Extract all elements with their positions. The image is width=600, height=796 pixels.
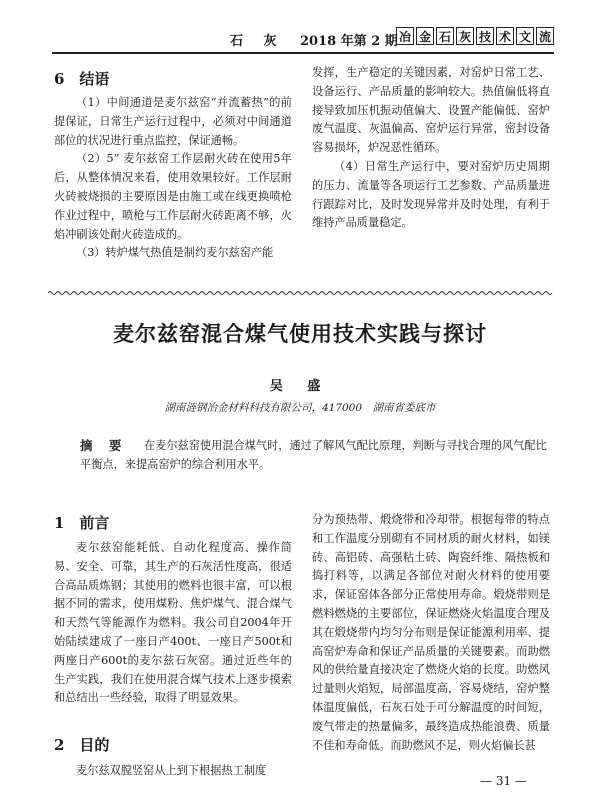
author-affiliation: 湖南涟钢冶金材料科技有限公司，417000 湖南省娄底市 <box>164 402 436 414</box>
abstract-label: 摘 要 <box>80 438 128 453</box>
column-title-char: 灰 <box>456 27 474 45</box>
section-6-heading: 6 结语 <box>54 70 110 88</box>
article-author: 吴 盛 <box>269 379 331 394</box>
issue-label: 2018 年第 2 期 <box>300 34 398 49</box>
prev-para-4: （4）日常生产运行中，要对窑炉历史周期的压力、流量等各项运行工艺参数、产品质量进行跟踪对比，及时发现异常并及时处理，有利于维持产品质量稳定。 <box>312 159 550 230</box>
column-title-char: 术 <box>496 27 514 45</box>
section-2-text: 麦尔兹双膛竖窑从上到下根据热工制度 <box>76 764 267 777</box>
right-column-text: 分为预热带、煅烧带和冷却带。根据每带的特点和工作温度分别砌有不同材质的耐火材料，如镁砖、高铝砖、高强粘土砖、陶瓷纤维、隔热板和捣打料等，以满足各部位对耐火材料的使用要求，保证窑体各部分正常使用寿命。煅烧带则是燃料燃烧的主要部位，保证燃烧火焰温度合理及其在煅烧带内均匀分布则是保证能源利用率、提高窑炉寿命和保证产品质量的关键要素。而助燃风的供给量直接决定了燃烧火焰的长度。助燃风过量则火焰短，局部温度高，容易烧结，窑炉整体温度偏低，石灰石处于可分解温度的时间短，废气带走的热量偏多，最终造成热能浪费、质量不佳和寿命低。而助燃风不足，则火焰偏长甚 <box>312 513 550 752</box>
column-title-boxes <box>396 27 556 49</box>
column-title-char: 冶 <box>396 27 414 45</box>
journal-name: 石 灰 <box>230 34 285 49</box>
column-title-char: 技 <box>476 27 494 45</box>
article-title: 麦尔兹窑混合煤气使用技术实践与探讨 <box>113 322 487 346</box>
prev-para-2: （2）5” 麦尔兹窑工作层耐火砖在使用5年后，从整体情况来看，使用效果较好。工作层耐火砖被烧损的主要原因是由施工或在线更换喷枪作业过程中，喷枪与工作层耐火砖距离不够，火焰冲刷该处耐火砖造成的。 <box>54 152 292 241</box>
prev-left-column <box>54 94 292 263</box>
prev-para-1: （1）中间通道是麦尔兹窑“并流蓄热”的前提保证，日常生产运行过程中，必须对中间通道部位的状况进行重点监控，保证通畅。 <box>54 96 292 147</box>
abstract-text: 在麦尔兹窑使用混合煤气时，通过了解风气配比原理，判断与寻找合理的风气配比平衡点，来提高窑炉的综合利用水平。 <box>80 439 547 471</box>
column-title-char: 文 <box>516 27 534 45</box>
prev-para-3: （3）转炉煤气热值是制约麦尔兹窑产能 <box>76 246 274 260</box>
column-title-char: 金 <box>416 27 434 45</box>
column-title-char: 流 <box>536 27 554 45</box>
page-number: — 31 — <box>480 774 527 788</box>
prev-para-3-cont: 发挥，生产稳定的关键因素，对窑炉日常工艺、设备运行、产品质量的影响较大。热值偏低将直接导致加压机振动值偏大、设置产能偏低、窑炉废气温度、灰温偏高、窑炉运行异常，密封设备容易损坏，炉况恶性循环。 <box>312 66 550 155</box>
section-1-text: 麦尔兹窑能耗低、自动化程度高、操作简易、安全、可靠，其生产的石灰活性度高，很适合高品质炼钢；其使用的燃料也很丰富，可以根据不同的需求，使用煤粉、焦炉煤气、混合煤气和天然气等能源作为燃料。我公司自2004年开始陆续建成了一座日产400t、一座日产500t和两座日产600t的麦尔兹石灰窑。通过近些年的生产实践，我们在使用混合煤气技术上逐步摸索和总结出一些经验，取得了明显效果。 <box>54 541 292 705</box>
header-rule <box>52 52 554 54</box>
section-1-heading: 1 前言 <box>54 514 110 532</box>
prev-right-column <box>312 64 550 233</box>
page-header <box>0 0 600 56</box>
section-2-heading: 2 目的 <box>54 736 110 754</box>
column-title-char: 石 <box>436 27 454 45</box>
article-divider <box>48 290 554 296</box>
